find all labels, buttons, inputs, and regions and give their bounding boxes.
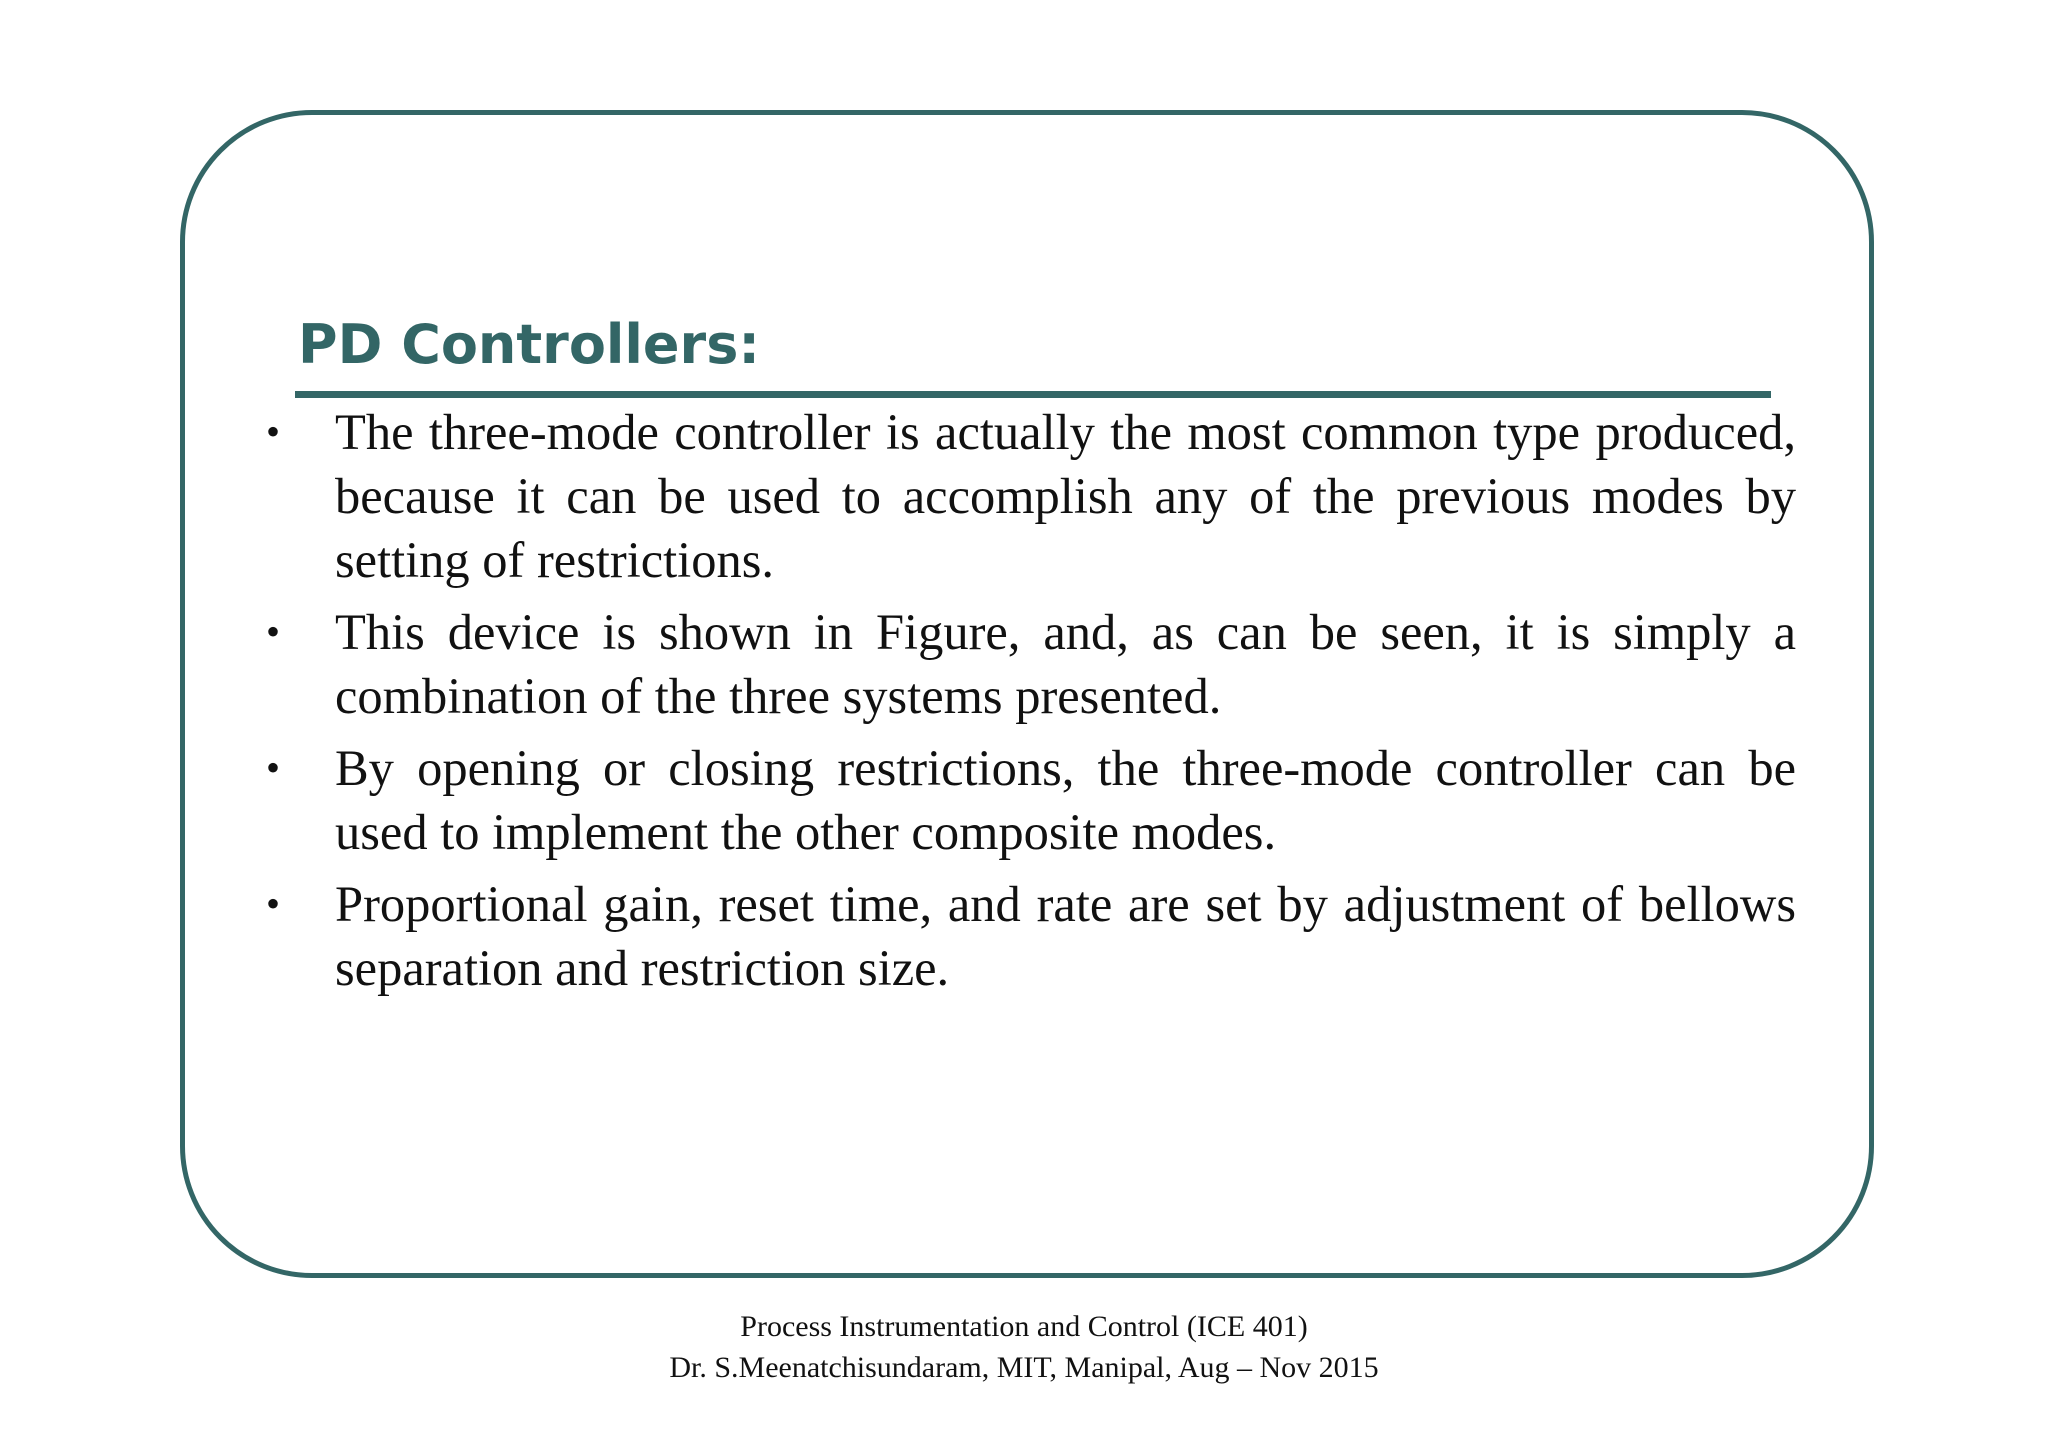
bullet-text: The three-mode controller is actually the most common type produced, because it can be used to accomplish any of the previous modes by setting of restrictions. [335, 404, 1796, 588]
slide-footer [0, 1306, 2048, 1388]
bullet-marker: • [266, 745, 281, 790]
bullet-marker: • [266, 609, 281, 654]
footer-course: Process Instrumentation and Control (ICE 401) [740, 1310, 1308, 1343]
bullet-text: This device is shown in Figure, and, as can be seen, it is simply a combination of the three systems presented. [335, 604, 1796, 724]
bullet-marker: • [266, 409, 281, 454]
bullet-item [256, 872, 1796, 1000]
slide-title: PD Controllers: [298, 313, 760, 376]
footer-author: Dr. S.Meenatchisundaram, MIT, Manipal, Aug – Nov 2015 [669, 1351, 1379, 1384]
title-underline [295, 391, 1771, 398]
bullet-text: By opening or closing restrictions, the three-mode controller can be used to implement the other composite modes. [335, 740, 1796, 860]
bullet-item [256, 736, 1796, 864]
bullet-text: Proportional gain, reset time, and rate are set by adjustment of bellows separation and restriction size. [335, 876, 1796, 996]
bullet-marker: • [266, 881, 281, 926]
bullet-item [256, 600, 1796, 728]
bullet-item [256, 400, 1796, 592]
bullet-list [256, 400, 1796, 1008]
